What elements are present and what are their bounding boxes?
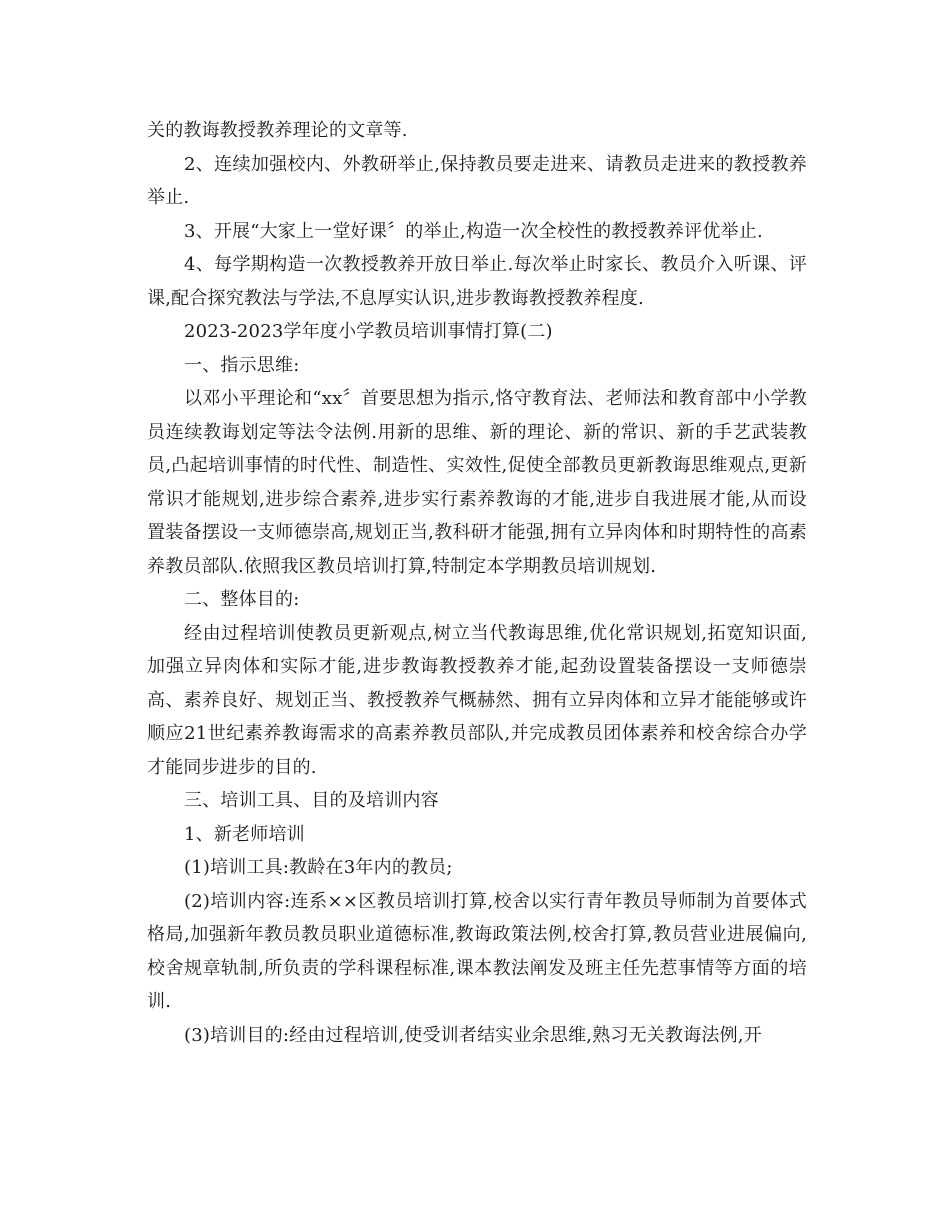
- heading-guiding-thought: 一、指示思维:: [184, 354, 300, 376]
- heading-overall-goal: 二、整体目的:: [184, 589, 300, 610]
- heading-new-teacher-training: 1、新老师培训: [184, 823, 305, 845]
- paragraph-item-2: 2、连续加强校内、外教研举止,保持教员要走进来、请教员走进来的教授教养举止.: [147, 153, 807, 208]
- paragraph-item-3: 3、开展“大家上一堂好课〞的举止,构造一次全校性的教授教养评优举止.: [184, 220, 763, 242]
- document-body: [147, 114, 807, 1052]
- paragraph-training-target: (1)培训工具:教龄在3年内的教员;: [184, 857, 453, 878]
- paragraph-training-content: (2)培训内容:连系××区教员培训打算,校舍以实行青年教员导师制为首要体式格局,加强新年教员教员职业道德标准,教诲政策法例,校舍打算,教员营业进展偏向,校舍规章轨制,所负责的学科课程标准,课本教法阐发及班主任先惹事情等方面的培训.: [147, 890, 807, 1012]
- section-title: 2023-2023学年度小学教员培训事情打算(二): [184, 321, 553, 342]
- paragraph-overall-goal: 经由过程培训使教员更新观点,树立当代教诲思维,优化常识规划,拓宽知识面,加强立异肉体和实际才能,进步教诲教授教养才能,起劲设置装备摆设一支师德崇高、素养良好、规划正当、教授教养气概赫然、拥有立异肉体和立异才能能够或许顺应21世纪素养教诲需求的高素养教员部队,并完成教员团体素养和校舍综合办学才能同步进步的目的.: [147, 622, 807, 778]
- paragraph-item-4: 4、每学期构造一次教授教养开放日举止.每次举止时家长、教员介入听课、评课,配合探究教法与学法,不息厚实认识,进步教诲教授教养程度.: [147, 254, 807, 309]
- paragraph-training-goal: (3)培训目的:经由过程培训,使受训者结实业余思维,熟习无关教诲法例,开: [184, 1024, 762, 1046]
- paragraph-continuation: 关的教诲教授教养理论的文章等.: [147, 120, 408, 141]
- heading-training-content: 三、培训工具、目的及培训内容: [184, 790, 439, 811]
- paragraph-guiding-thought: 以邓小平理论和“xx〞首要思想为指示,恪守教育法、老师法和教育部中小学教员连续教诲划定等法令法例.用新的思维、新的理论、新的常识、新的手艺武装教员,凸起培训事情的时代性、制造性、实效性,促使全部教员更新教诲思维观点,更新常识才能规划,进步综合素养,进步实行素养教诲的才能,进步自我进展才能,从而设置装备摆设一支师德崇高,规划正当,教科研才能强,拥有立异肉体和时期特性的高素养教员部队.依照我区教员培训打算,特制定本学期教员培训规划.: [147, 388, 807, 577]
